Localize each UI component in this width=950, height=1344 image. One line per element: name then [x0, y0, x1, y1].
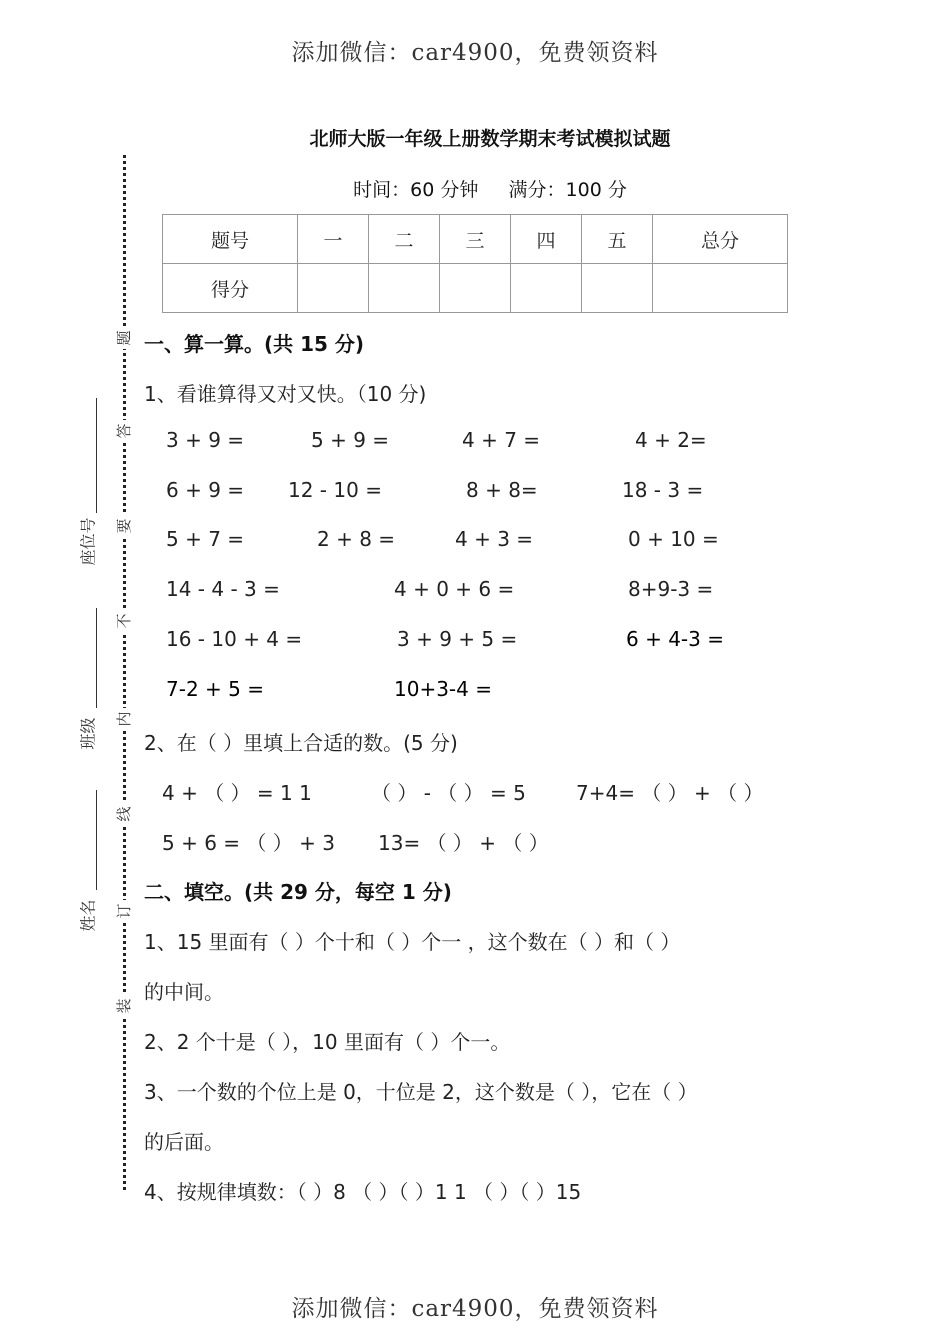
name-underline	[96, 790, 97, 890]
score-table-score-row	[163, 264, 788, 313]
seal-char: 不	[113, 610, 135, 632]
fill-question-line: 2、2 个十是（ ），10 里面有（ ）个一。	[144, 1030, 511, 1054]
equation: 4 + 7 =	[462, 428, 541, 452]
fill-question-line: 1、15 里面有（ ）个十和（ ）个一 ，这个数在（ ）和（ ）	[144, 930, 681, 954]
class-label: 班级	[78, 717, 98, 750]
seal-char: 答	[113, 420, 135, 442]
watermark-bottom: 添加微信：car4900，免费领资料	[291, 1296, 659, 1322]
equation: 3 + 9 + 5 =	[397, 627, 518, 651]
score-table	[162, 214, 788, 313]
score-cell[interactable]	[582, 264, 653, 313]
fill-blank-equation: （ ） - （ ） = 5	[371, 781, 526, 805]
equation: 8 + 8=	[466, 478, 538, 502]
score-table-header-row	[163, 215, 788, 264]
equation: 14 - 4 - 3 =	[166, 577, 280, 601]
equation: 0 + 10 =	[628, 527, 719, 551]
equation: 3 + 9 =	[166, 428, 245, 452]
seal-char: 订	[113, 900, 135, 922]
equation: 5 + 7 =	[166, 527, 245, 551]
equation: 18 - 3 =	[622, 478, 704, 502]
seal-char: 题	[113, 327, 135, 349]
section-2-heading: 二、填空。(共 29 分，每空 1 分)	[144, 880, 452, 904]
score-header-cell: 二	[369, 215, 440, 264]
equation: 12 - 10 =	[288, 478, 382, 502]
score-cell[interactable]	[369, 264, 440, 313]
watermark-top: 添加微信：car4900，免费领资料	[291, 40, 659, 66]
fill-question-line: 4、按规律填数：（ ）8 （ ）（ ）1 1 （ ）（ ）15	[144, 1180, 582, 1204]
exam-time-info: 时间：60 分钟 满分：100 分	[353, 179, 627, 201]
score-header-cell: 四	[511, 215, 582, 264]
score-cell[interactable]	[511, 264, 582, 313]
seat-number-label: 座位号	[78, 517, 98, 566]
score-header-cell: 题号	[163, 215, 298, 264]
score-row-label: 得分	[163, 264, 298, 313]
equation: 10+3-4 =	[394, 677, 492, 701]
score-header-cell: 一	[298, 215, 369, 264]
fill-blank-equation: 7+4= （ ） + （ ）	[576, 781, 764, 805]
seal-char: 要	[113, 515, 135, 537]
equation: 4 + 3 =	[455, 527, 534, 551]
equation: 6 + 9 =	[166, 478, 245, 502]
fill-question-line: 3、一个数的个位上是 0，十位是 2，这个数是（ ），它在（ ）	[144, 1080, 698, 1104]
equation: 6 + 4-3 =	[626, 627, 724, 651]
question-2-title: 2、在（ ）里填上合适的数。(5 分)	[144, 731, 458, 755]
score-cell[interactable]	[440, 264, 511, 313]
score-cell[interactable]	[653, 264, 788, 313]
seal-char: 内	[113, 708, 135, 730]
question-1-title: 1、看谁算得又对又快。（10 分)	[144, 382, 427, 406]
equation: 4 + 2=	[635, 428, 707, 452]
equation: 7-2 + 5 =	[166, 677, 264, 701]
equation: 8+9-3 =	[628, 577, 714, 601]
fill-question-line: 的后面。	[144, 1130, 224, 1154]
score-cell[interactable]	[298, 264, 369, 313]
fill-blank-equation: 13= （ ） + （ ）	[378, 831, 549, 855]
exam-title: 北师大版一年级上册数学期末考试模拟试题	[309, 128, 671, 150]
seal-char: 线	[113, 803, 135, 825]
equation: 5 + 9 =	[311, 428, 390, 452]
section-1-heading: 一、算一算。(共 15 分)	[144, 332, 365, 356]
name-label: 姓名	[78, 899, 98, 932]
class-underline	[96, 608, 97, 708]
score-header-cell: 总分	[653, 215, 788, 264]
equation: 16 - 10 + 4 =	[166, 627, 303, 651]
score-header-cell: 五	[582, 215, 653, 264]
score-header-cell: 三	[440, 215, 511, 264]
equation: 4 + 0 + 6 =	[394, 577, 515, 601]
fill-question-line: 的中间。	[144, 980, 224, 1004]
seat-number-underline	[96, 398, 97, 513]
fill-blank-equation: 5 + 6 = （ ） + 3	[162, 831, 335, 855]
fill-blank-equation: 4 + （ ） = 1 1	[162, 781, 312, 805]
binding-dotted-line	[123, 155, 126, 1190]
seal-char: 装	[113, 995, 135, 1017]
equation: 2 + 8 =	[317, 527, 396, 551]
